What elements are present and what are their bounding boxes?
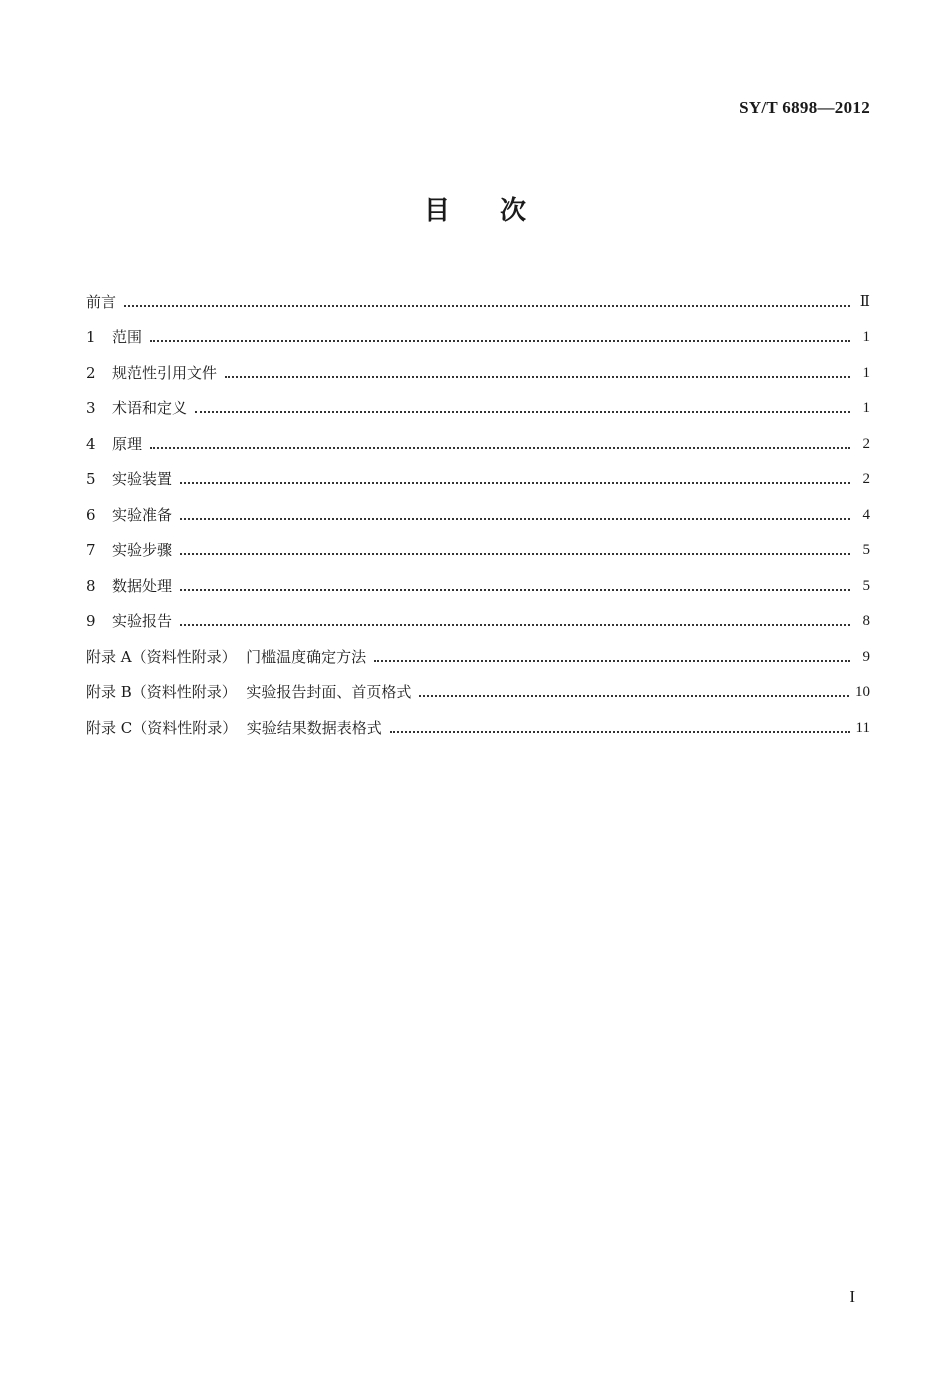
toc-leader-dots [374, 659, 850, 662]
toc-leader-dots [180, 552, 850, 555]
toc-entry-scope[interactable] [86, 313, 870, 349]
toc-entry-label: 数据处理 [112, 576, 173, 595]
toc-entry-page: 11 [855, 719, 870, 736]
toc-leader-dots [180, 588, 850, 591]
toc-entry-page: 2 [862, 471, 870, 487]
toc-leader-dots [225, 375, 850, 378]
toc-entry-label: 原理 [112, 434, 143, 453]
toc-leader-dots [150, 446, 850, 449]
toc-entry-number: 3 [86, 399, 96, 417]
toc-entry-label: 附录 C（资料性附录） 实验结果数据表格式 [86, 718, 382, 737]
toc-entry-number: 8 [86, 576, 96, 595]
toc-entry-annex-a[interactable] [86, 632, 870, 668]
toc-entry-number: 2 [86, 363, 96, 382]
toc-entry-label: 实验报告 [112, 612, 173, 630]
toc-entry-label: 范围 [112, 328, 143, 346]
toc-title: 目次 [423, 196, 576, 226]
toc-entry-page: 5 [862, 542, 870, 558]
toc-leader-dots [195, 410, 850, 413]
toc-entry-number: 4 [86, 434, 96, 453]
toc-entry-page: 10 [855, 684, 870, 700]
toc-leader-dots [419, 694, 849, 697]
toc-leader-dots [180, 623, 850, 626]
toc-entry-number: 6 [86, 505, 96, 524]
toc-entry-page: 2 [862, 435, 870, 452]
toc-entry-number: 9 [86, 612, 96, 630]
toc-entry-apparatus[interactable] [86, 455, 870, 491]
toc-entry-label: 实验步骤 [112, 541, 173, 559]
toc-leader-dots [180, 517, 850, 520]
toc-entry-label: 实验装置 [112, 470, 173, 488]
toc-entry-label: 实验准备 [112, 505, 173, 524]
toc-leader-dots [124, 304, 850, 307]
toc-entry-principle[interactable] [86, 419, 870, 455]
toc-entry-label: 前言 [86, 292, 117, 311]
toc-entry-foreword[interactable] [86, 277, 870, 313]
toc-entry-page: 1 [862, 364, 870, 381]
toc-leader-dots [180, 481, 850, 484]
toc-entry-label: 术语和定义 [112, 399, 188, 417]
toc-entry-number: 1 [86, 328, 96, 346]
toc-entry-page: 1 [862, 400, 870, 416]
page-number: I [849, 1287, 855, 1306]
toc-entry-data-processing[interactable] [86, 561, 870, 597]
toc-entry-number: 7 [86, 541, 96, 559]
toc-entry-page: 1 [862, 329, 870, 345]
toc-entry-label: 规范性引用文件 [112, 363, 218, 382]
toc-leader-dots [150, 339, 850, 342]
toc-entry-annex-c[interactable] [86, 703, 870, 739]
toc-entry-report[interactable] [86, 597, 870, 633]
toc-entry-number: 5 [86, 470, 96, 488]
toc-entry-page: 8 [862, 613, 870, 629]
toc-entry-page: 9 [862, 648, 870, 665]
table-of-contents [86, 277, 870, 739]
toc-entry-page: 4 [862, 506, 870, 523]
toc-leader-dots [390, 730, 850, 733]
toc-entry-page: 5 [862, 577, 870, 594]
toc-entry-procedure[interactable] [86, 526, 870, 562]
toc-entry-preparation[interactable] [86, 490, 870, 526]
toc-entry-label: 附录 A（资料性附录） 门槛温度确定方法 [86, 647, 367, 666]
standard-code: SY/T 6898—2012 [739, 98, 870, 117]
toc-entry-normative-references[interactable] [86, 348, 870, 384]
toc-entry-label: 附录 B（资料性附录） 实验报告封面、首页格式 [86, 683, 412, 701]
toc-entry-annex-b[interactable] [86, 668, 870, 704]
toc-entry-page: Ⅱ [859, 293, 870, 310]
toc-entry-terms-definitions[interactable] [86, 384, 870, 420]
